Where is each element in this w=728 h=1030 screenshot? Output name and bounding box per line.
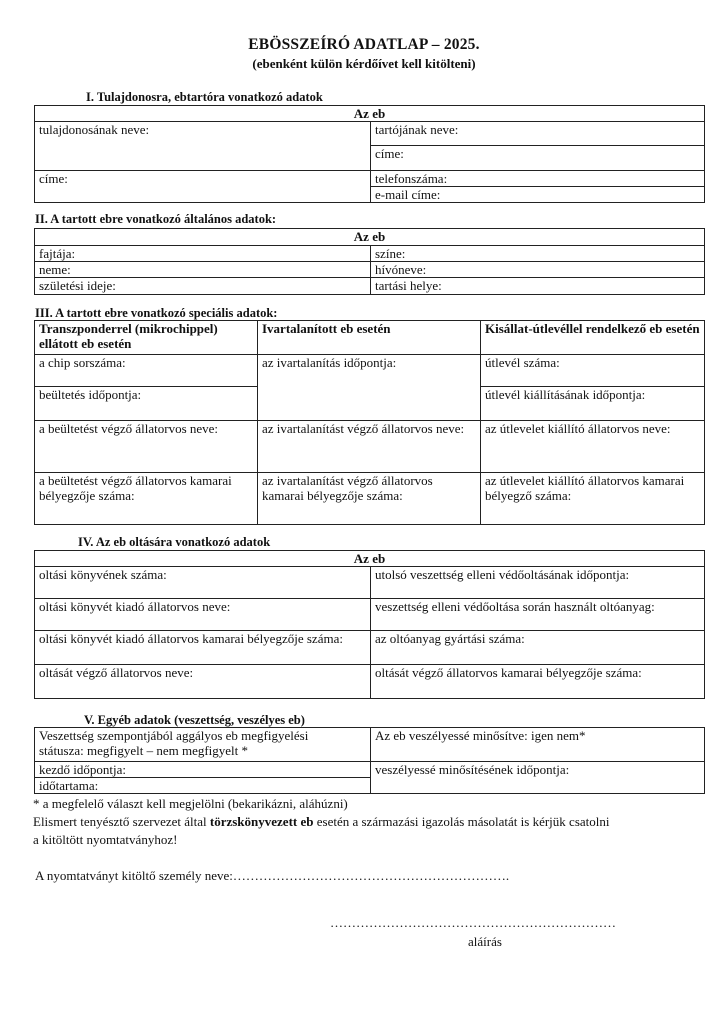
section-1-heading: I. Tulajdonosra, ebtartóra vonatkozó adatok xyxy=(86,90,323,104)
implant-vet-stamp-field[interactable]: a beültetést végző állatorvos kamarai bélyegzője száma: xyxy=(35,473,258,525)
breed-field[interactable]: fajtája: xyxy=(35,246,371,262)
last-rabies-date-field[interactable]: utolsó veszettség elleni védőoltásának időpontja: xyxy=(371,567,705,599)
keeping-place-field[interactable]: tartási helye: xyxy=(371,278,705,295)
dangerous-date-field[interactable]: veszélyessé minősítésének időpontja: xyxy=(371,762,705,794)
filler-name-line[interactable]: A nyomtatványt kitöltő személy neve:………………………………………………………. xyxy=(35,868,510,883)
keeper-address-field[interactable]: címe: xyxy=(371,146,705,171)
section-1-table xyxy=(34,105,705,203)
signature-label: aláírás xyxy=(468,934,502,949)
rabies-observation-status-field[interactable] xyxy=(35,728,371,762)
sex-field[interactable]: neme: xyxy=(35,262,371,278)
dangerous-dog-field[interactable]: Az eb veszélyessé minősítve: igen nem* xyxy=(371,728,705,762)
section-5-heading: V. Egyéb adatok (veszettség, veszélyes eb) xyxy=(84,713,305,727)
pedigree-note xyxy=(33,814,609,830)
observation-duration-field[interactable]: időtartama: xyxy=(35,778,371,794)
section-3-table xyxy=(34,320,705,525)
chip-column-heading: Transzponderrel (mikrochippel) ellátott eb esetén xyxy=(35,321,258,355)
section-2-heading: II. A tartott ebre vonatkozó általános adatok: xyxy=(35,212,277,226)
phone-field[interactable]: telefonszáma: xyxy=(371,171,705,187)
footnote-marking: * a megfelelő választ kell megjelölni (bekarikázni, aláhúzni) xyxy=(33,796,348,811)
passport-vet-stamp-field[interactable]: az útlevelet kiállító állatorvos kamarai bélyegző száma: xyxy=(481,473,705,525)
section-3-heading: III. A tartott ebre vonatkozó speciális adatok: xyxy=(35,306,278,320)
section-2-table xyxy=(34,228,705,295)
passport-vet-name-field[interactable]: az útlevelet kiállító állatorvos neve: xyxy=(481,421,705,473)
passport-column-heading: Kisállat-útlevéllel rendelkező eb esetén xyxy=(481,321,705,355)
owner-name-field[interactable]: tulajdonosának neve: xyxy=(35,122,371,171)
birth-date-field[interactable]: születési ideje: xyxy=(35,278,371,295)
pedigree-note-end: a kitöltött nyomtatványhoz! xyxy=(33,832,178,847)
form-subtitle: (ebenként külön kérdőívet kell kitölteni) xyxy=(252,56,476,71)
vacc-book-vet-name-field[interactable]: oltási könyvét kiadó állatorvos neve: xyxy=(35,599,371,631)
neuter-vet-stamp-field[interactable]: az ivartalanítást végző állatorvos kamarai bélyegzője száma: xyxy=(258,473,481,525)
pedigree-note-part-2: esetén a származási igazolás másolatát is kérjük csatolni xyxy=(313,814,610,829)
section-4-table xyxy=(34,550,705,699)
owner-address-field[interactable]: címe: xyxy=(35,171,371,203)
vaccine-batch-field[interactable]: az oltóanyag gyártási száma: xyxy=(371,631,705,665)
neuter-vet-name-field[interactable]: az ivartalanítást végző állatorvos neve: xyxy=(258,421,481,473)
implant-vet-name-field[interactable]: a beültetést végző állatorvos neve: xyxy=(35,421,258,473)
observation-start-field[interactable]: kezdő időpontja: xyxy=(35,762,371,778)
passport-number-field[interactable]: útlevél száma: xyxy=(481,355,705,387)
implant-date-field[interactable]: beültetés időpontja: xyxy=(35,387,258,421)
chip-number-field[interactable]: a chip sorszáma: xyxy=(35,355,258,387)
signature-line[interactable]: ………………………………………………………… xyxy=(330,915,616,930)
vacc-book-number-field[interactable]: oltási könyvének száma: xyxy=(35,567,371,599)
section-4-heading: IV. Az eb oltására vonatkozó adatok xyxy=(78,535,271,549)
s1-center-heading: Az eb xyxy=(35,106,705,122)
passport-issue-date-field[interactable]: útlevél kiállításának időpontja: xyxy=(481,387,705,421)
keeper-name-field[interactable]: tartójának neve: xyxy=(371,122,705,146)
form-title: EBÖSSZEÍRÓ ADATLAP – 2025. xyxy=(248,36,480,53)
neuter-date-field[interactable]: az ivartalanítás időpontja: xyxy=(258,355,481,421)
neuter-column-heading: Ivartalanított eb esetén xyxy=(258,321,481,355)
pedigree-note-bold: törzskönyvezett eb xyxy=(209,814,314,829)
call-name-field[interactable]: hívóneve: xyxy=(371,262,705,278)
s4-center-heading: Az eb xyxy=(35,551,705,567)
observation-status-line-2: státusza: megfigyelt – nem megfigyelt * xyxy=(39,743,249,758)
vaccine-used-field[interactable]: veszettség elleni védőoltása során használt oltóanyag: xyxy=(371,599,705,631)
s2-center-heading: Az eb xyxy=(35,229,705,246)
email-field[interactable]: e-mail címe: xyxy=(371,187,705,203)
pedigree-note-part-1: Elismert tenyésztő szervezet által xyxy=(33,814,210,829)
vacc-vet-name-field[interactable]: oltását végző állatorvos neve: xyxy=(35,665,371,699)
vacc-vet-stamp-field[interactable]: oltását végző állatorvos kamarai bélyegzője száma: xyxy=(371,665,705,699)
vacc-book-vet-stamp-field[interactable]: oltási könyvét kiadó állatorvos kamarai bélyegzője száma: xyxy=(35,631,371,665)
section-5-table xyxy=(34,727,705,794)
observation-status-line-1: Veszettség szempontjából aggályos eb megfigyelési xyxy=(39,728,309,743)
color-field[interactable]: színe: xyxy=(371,246,705,262)
